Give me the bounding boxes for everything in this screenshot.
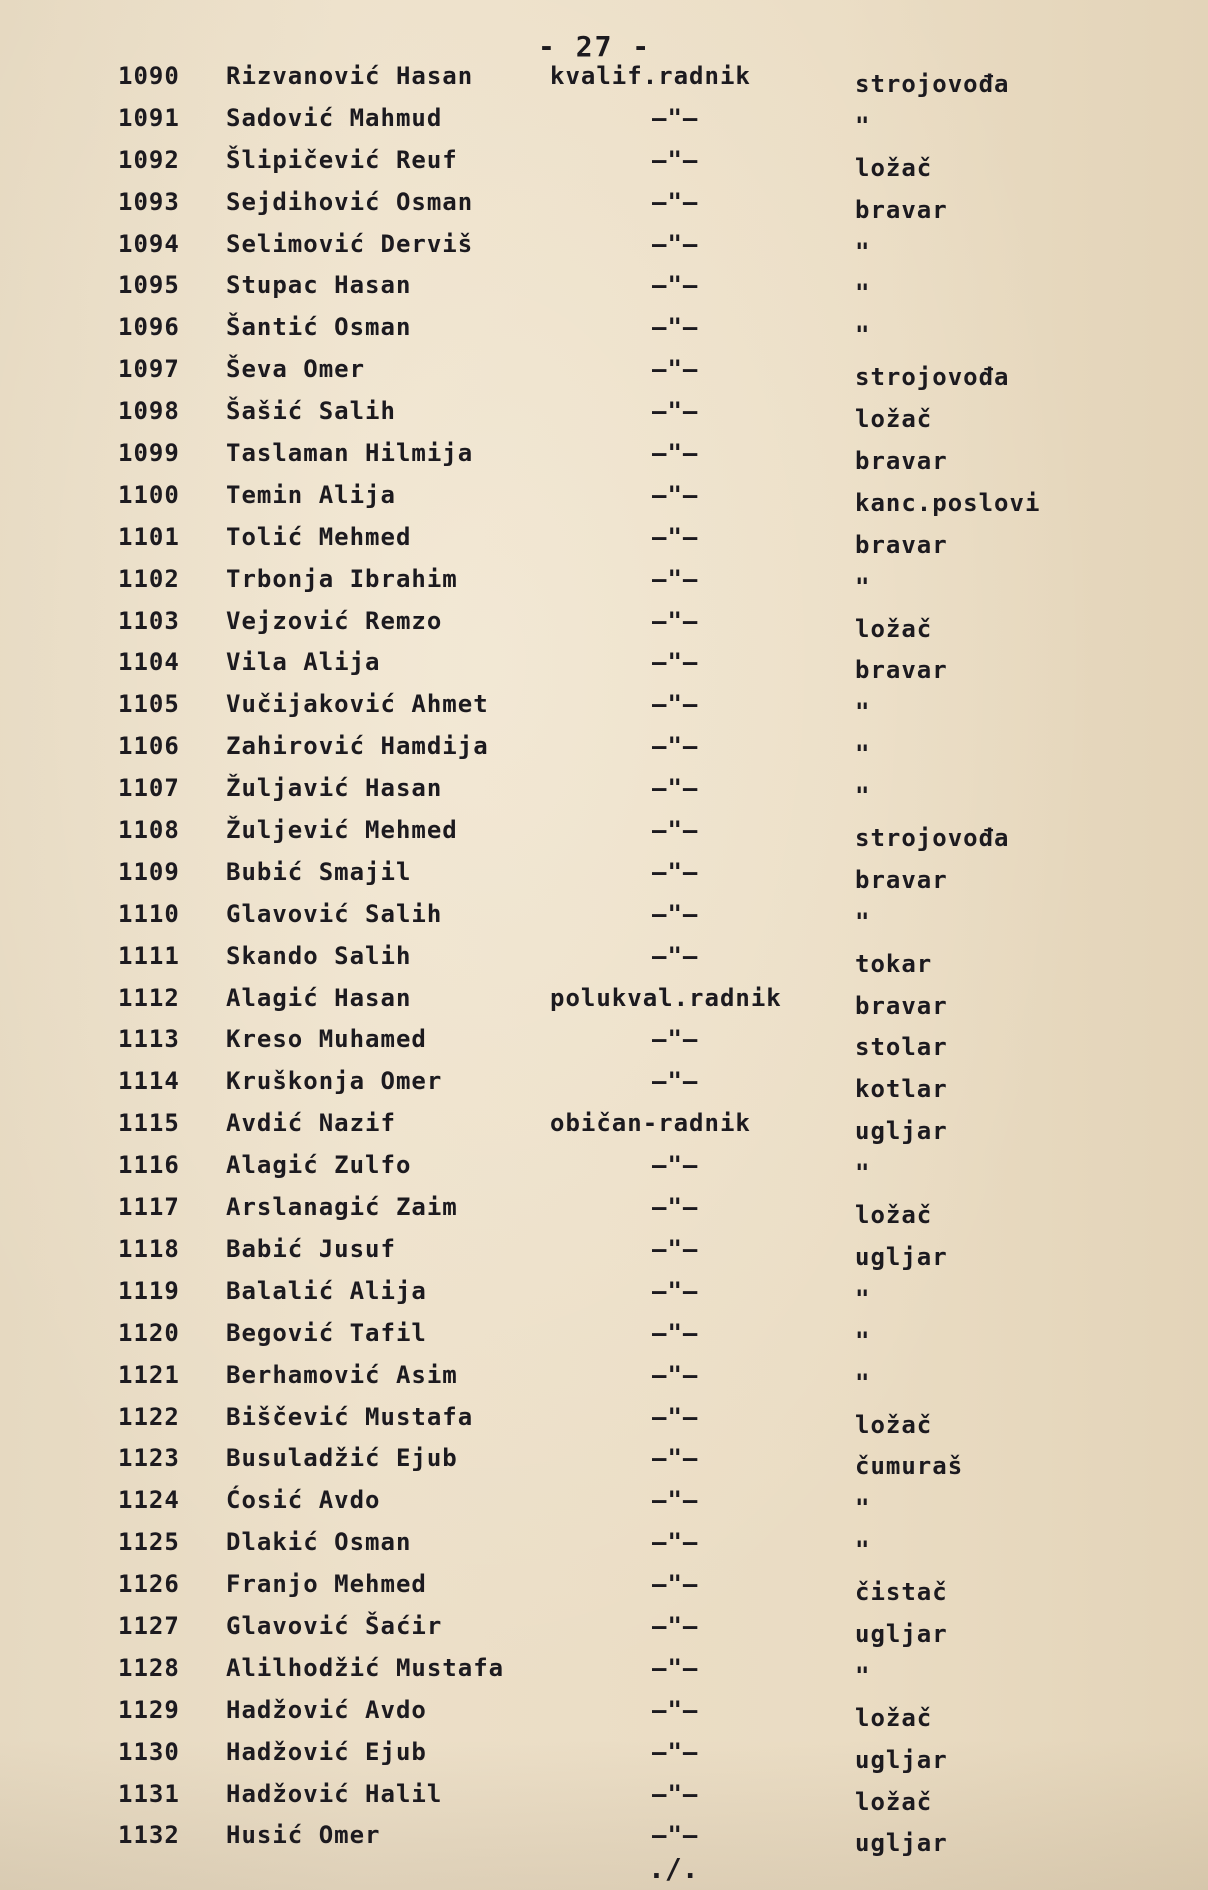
employee-name: Sadović Mahmud [226, 103, 443, 132]
entry-number: 1104 [118, 648, 180, 677]
employee-name: Trbonja Ibrahim [226, 564, 458, 593]
occupation: čumuraš [855, 1452, 964, 1481]
entry-number: 1097 [118, 355, 180, 384]
list-item [0, 1570, 1208, 1612]
occupation: " [855, 572, 871, 601]
qualification: kvalif.radnik [550, 62, 751, 90]
employee-name: Kreso Muhamed [226, 1025, 427, 1054]
occupation: ugljar [855, 1829, 948, 1858]
occupation: " [855, 1536, 871, 1565]
employee-name: Žuljavić Hasan [226, 774, 443, 803]
list-item [0, 1696, 1208, 1738]
occupation: strojovođa [855, 70, 1010, 98]
list-item [0, 1780, 1208, 1822]
list-item [0, 1193, 1208, 1235]
list-item [0, 1486, 1208, 1528]
occupation: " [855, 237, 871, 266]
employee-name: Berhamović Asim [226, 1360, 458, 1389]
occupation: " [855, 782, 871, 811]
entry-number: 1123 [118, 1444, 180, 1473]
list-item [0, 439, 1208, 481]
employee-name: Vila Alija [226, 648, 381, 677]
list-item [0, 648, 1208, 690]
occupation: bravar [855, 991, 948, 1020]
qualification: –"– [652, 732, 699, 761]
list-item [0, 1654, 1208, 1696]
entry-number: 1131 [118, 1779, 180, 1808]
list-item [0, 1821, 1208, 1863]
qualification: –"– [652, 1779, 699, 1808]
employee-name: Žuljević Mehmed [226, 816, 458, 845]
qualification: –"– [652, 1402, 699, 1431]
qualification: –"– [652, 355, 699, 384]
employee-name: Glavović Salih [226, 899, 443, 928]
entry-number: 1115 [118, 1109, 180, 1138]
qualification: –"– [652, 1444, 699, 1473]
continuation-mark: ./. [648, 1852, 699, 1885]
list-item [0, 355, 1208, 397]
entry-number: 1095 [118, 271, 180, 300]
occupation: ložač [855, 1787, 933, 1816]
entry-number: 1091 [118, 103, 180, 132]
qualification: –"– [652, 857, 699, 886]
qualification: –"– [652, 229, 699, 258]
qualification: –"– [652, 1360, 699, 1389]
list-item [0, 1403, 1208, 1445]
occupation: ložač [855, 405, 933, 434]
qualification: –"– [652, 1234, 699, 1263]
entry-number: 1118 [118, 1234, 180, 1263]
qualification: –"– [652, 439, 699, 468]
employee-name: Skando Salih [226, 941, 412, 970]
occupation: bravar [855, 195, 948, 224]
qualification: –"– [652, 313, 699, 342]
list-item [0, 146, 1208, 188]
qualification: običan-radnik [550, 1109, 751, 1138]
occupation: " [855, 111, 871, 140]
qualification: –"– [652, 522, 699, 551]
occupation: ugljar [855, 1619, 948, 1648]
employee-name: Šlipičević Reuf [226, 145, 458, 174]
qualification: –"– [652, 1611, 699, 1640]
employee-name: Ševa Omer [226, 355, 366, 384]
employee-name: Vejzović Remzo [226, 606, 443, 635]
entry-number: 1132 [118, 1821, 180, 1850]
entry-number: 1109 [118, 857, 180, 886]
occupation: strojovođa [855, 363, 1010, 392]
occupation: strojovođa [855, 824, 1010, 853]
list-item [0, 523, 1208, 565]
employee-name: Stupac Hasan [226, 271, 412, 300]
list-item [0, 1067, 1208, 1109]
employee-name: Temin Alija [226, 480, 396, 509]
qualification: –"– [652, 564, 699, 593]
entry-number: 1121 [118, 1360, 180, 1389]
occupation: " [855, 1661, 871, 1690]
list-item [0, 858, 1208, 900]
employee-name: Dlakić Osman [226, 1528, 412, 1557]
employee-name: Rizvanović Hasan [226, 62, 474, 90]
occupation: kotlar [855, 1075, 948, 1104]
entry-number: 1129 [118, 1695, 180, 1724]
entry-number: 1113 [118, 1025, 180, 1054]
qualification: –"– [652, 941, 699, 970]
occupation: čistač [855, 1578, 948, 1607]
entry-number: 1119 [118, 1276, 180, 1305]
qualification: –"– [652, 397, 699, 426]
employee-name: Alilhodžić Mustafa [226, 1653, 505, 1682]
page-number: - 27 - [538, 30, 652, 63]
entry-number: 1090 [118, 62, 180, 90]
qualification: –"– [652, 774, 699, 803]
occupation: " [855, 321, 871, 350]
list-item [0, 774, 1208, 816]
entry-number: 1127 [118, 1611, 180, 1640]
list-item [0, 1528, 1208, 1570]
occupation: bravar [855, 656, 948, 685]
qualification: –"– [652, 1486, 699, 1515]
qualification: –"– [652, 1276, 699, 1305]
qualification: –"– [652, 1653, 699, 1682]
qualification: –"– [652, 1193, 699, 1222]
employee-name: Taslaman Hilmija [226, 439, 474, 468]
occupation: " [855, 907, 871, 936]
occupation: ložač [855, 1703, 933, 1732]
qualification: –"– [652, 899, 699, 928]
occupation: ložač [855, 1201, 933, 1230]
entry-number: 1111 [118, 941, 180, 970]
qualification: –"– [652, 1737, 699, 1766]
list-item [0, 104, 1208, 146]
entry-number: 1120 [118, 1318, 180, 1347]
qualification: –"– [652, 271, 699, 300]
list-item [0, 1361, 1208, 1403]
occupation: bravar [855, 447, 948, 476]
list-item [0, 1151, 1208, 1193]
list-item [0, 1109, 1208, 1151]
employee-name: Avdić Nazif [226, 1109, 396, 1138]
qualification: –"– [652, 1151, 699, 1180]
employee-name: Begović Tafil [226, 1318, 427, 1347]
list-item [0, 1738, 1208, 1780]
entry-number: 1117 [118, 1193, 180, 1222]
occupation: " [855, 1494, 871, 1523]
occupation: tokar [855, 949, 933, 978]
qualification: –"– [652, 1570, 699, 1599]
entry-number: 1114 [118, 1067, 180, 1096]
employee-name: Glavović Šaćir [226, 1611, 443, 1640]
list-item [0, 481, 1208, 523]
employee-name: Vučijaković Ahmet [226, 690, 489, 719]
entry-number: 1130 [118, 1737, 180, 1766]
employee-name: Sejdihović Osman [226, 187, 474, 216]
list-item [0, 188, 1208, 230]
list-item [0, 62, 1208, 104]
entry-number: 1100 [118, 480, 180, 509]
employee-name: Arslanagić Zaim [226, 1193, 458, 1222]
occupation: " [855, 1368, 871, 1397]
entry-number: 1124 [118, 1486, 180, 1515]
employee-name: Selimović Derviš [226, 229, 474, 258]
qualification: –"– [652, 1821, 699, 1850]
occupation: stolar [855, 1033, 948, 1062]
occupation: ugljar [855, 1745, 948, 1774]
entry-number: 1128 [118, 1653, 180, 1682]
occupation: ložač [855, 614, 933, 643]
employee-name: Hadžović Ejub [226, 1737, 427, 1766]
list-item [0, 230, 1208, 272]
list-item [0, 690, 1208, 732]
occupation: " [855, 1284, 871, 1313]
qualification: –"– [652, 690, 699, 719]
occupation: kanc.poslovi [855, 488, 1041, 517]
list-item [0, 1319, 1208, 1361]
qualification: –"– [652, 816, 699, 845]
list-item [0, 900, 1208, 942]
entry-number: 1094 [118, 229, 180, 258]
occupation: bravar [855, 865, 948, 894]
occupation: ugljar [855, 1242, 948, 1271]
list-item [0, 1444, 1208, 1486]
entry-number: 1106 [118, 732, 180, 761]
entry-number: 1099 [118, 439, 180, 468]
occupation: ložač [855, 153, 933, 182]
occupation: ložač [855, 1410, 933, 1439]
list-item [0, 271, 1208, 313]
list-item [0, 732, 1208, 774]
employee-name: Ćosić Avdo [226, 1486, 381, 1515]
qualification: polukval.radnik [550, 983, 782, 1012]
entry-number: 1108 [118, 816, 180, 845]
entry-number: 1116 [118, 1151, 180, 1180]
qualification: –"– [652, 187, 699, 216]
entry-number: 1098 [118, 397, 180, 426]
employee-name: Busuladžić Ejub [226, 1444, 458, 1473]
employee-name: Hadžović Avdo [226, 1695, 427, 1724]
list-item [0, 397, 1208, 439]
qualification: –"– [652, 103, 699, 132]
employee-name: Alagić Hasan [226, 983, 412, 1012]
occupation: " [855, 279, 871, 308]
list-item [0, 607, 1208, 649]
entry-number: 1110 [118, 899, 180, 928]
entry-number: 1126 [118, 1570, 180, 1599]
list-item [0, 1025, 1208, 1067]
qualification: –"– [652, 1695, 699, 1724]
occupation: " [855, 698, 871, 727]
employee-name: Bubić Smajil [226, 857, 412, 886]
occupation: bravar [855, 530, 948, 559]
employee-name: Franjo Mehmed [226, 1570, 427, 1599]
qualification: –"– [652, 606, 699, 635]
employee-name: Balalić Alija [226, 1276, 427, 1305]
employee-name: Kruškonja Omer [226, 1067, 443, 1096]
entry-number: 1103 [118, 606, 180, 635]
list-item [0, 313, 1208, 355]
occupation: " [855, 740, 871, 769]
entry-number: 1105 [118, 690, 180, 719]
entry-number: 1092 [118, 145, 180, 174]
list-item [0, 942, 1208, 984]
list-item [0, 816, 1208, 858]
list-item [0, 1277, 1208, 1319]
entry-number: 1102 [118, 564, 180, 593]
list-item [0, 1612, 1208, 1654]
entry-number: 1122 [118, 1402, 180, 1431]
employee-name: Tolić Mehmed [226, 522, 412, 551]
qualification: –"– [652, 1528, 699, 1557]
entry-number: 1101 [118, 522, 180, 551]
list-item [0, 984, 1208, 1026]
entry-number: 1096 [118, 313, 180, 342]
employee-name: Šantić Osman [226, 313, 412, 342]
occupation: " [855, 1159, 871, 1188]
employee-name: Alagić Zulfo [226, 1151, 412, 1180]
list-item [0, 565, 1208, 607]
entry-number: 1125 [118, 1528, 180, 1557]
employee-name: Biščević Mustafa [226, 1402, 474, 1431]
qualification: –"– [652, 1025, 699, 1054]
employee-name: Husić Omer [226, 1821, 381, 1850]
entry-number: 1093 [118, 187, 180, 216]
qualification: –"– [652, 648, 699, 677]
occupation: " [855, 1326, 871, 1355]
employee-list [0, 62, 1208, 1863]
list-item [0, 1235, 1208, 1277]
qualification: –"– [652, 480, 699, 509]
employee-name: Hadžović Halil [226, 1779, 443, 1808]
entry-number: 1112 [118, 983, 180, 1012]
occupation: ugljar [855, 1117, 948, 1146]
employee-name: Šašić Salih [226, 397, 396, 426]
qualification: –"– [652, 1067, 699, 1096]
qualification: –"– [652, 1318, 699, 1347]
employee-name: Zahirović Hamdija [226, 732, 489, 761]
employee-name: Babić Jusuf [226, 1234, 396, 1263]
entry-number: 1107 [118, 774, 180, 803]
qualification: –"– [652, 145, 699, 174]
